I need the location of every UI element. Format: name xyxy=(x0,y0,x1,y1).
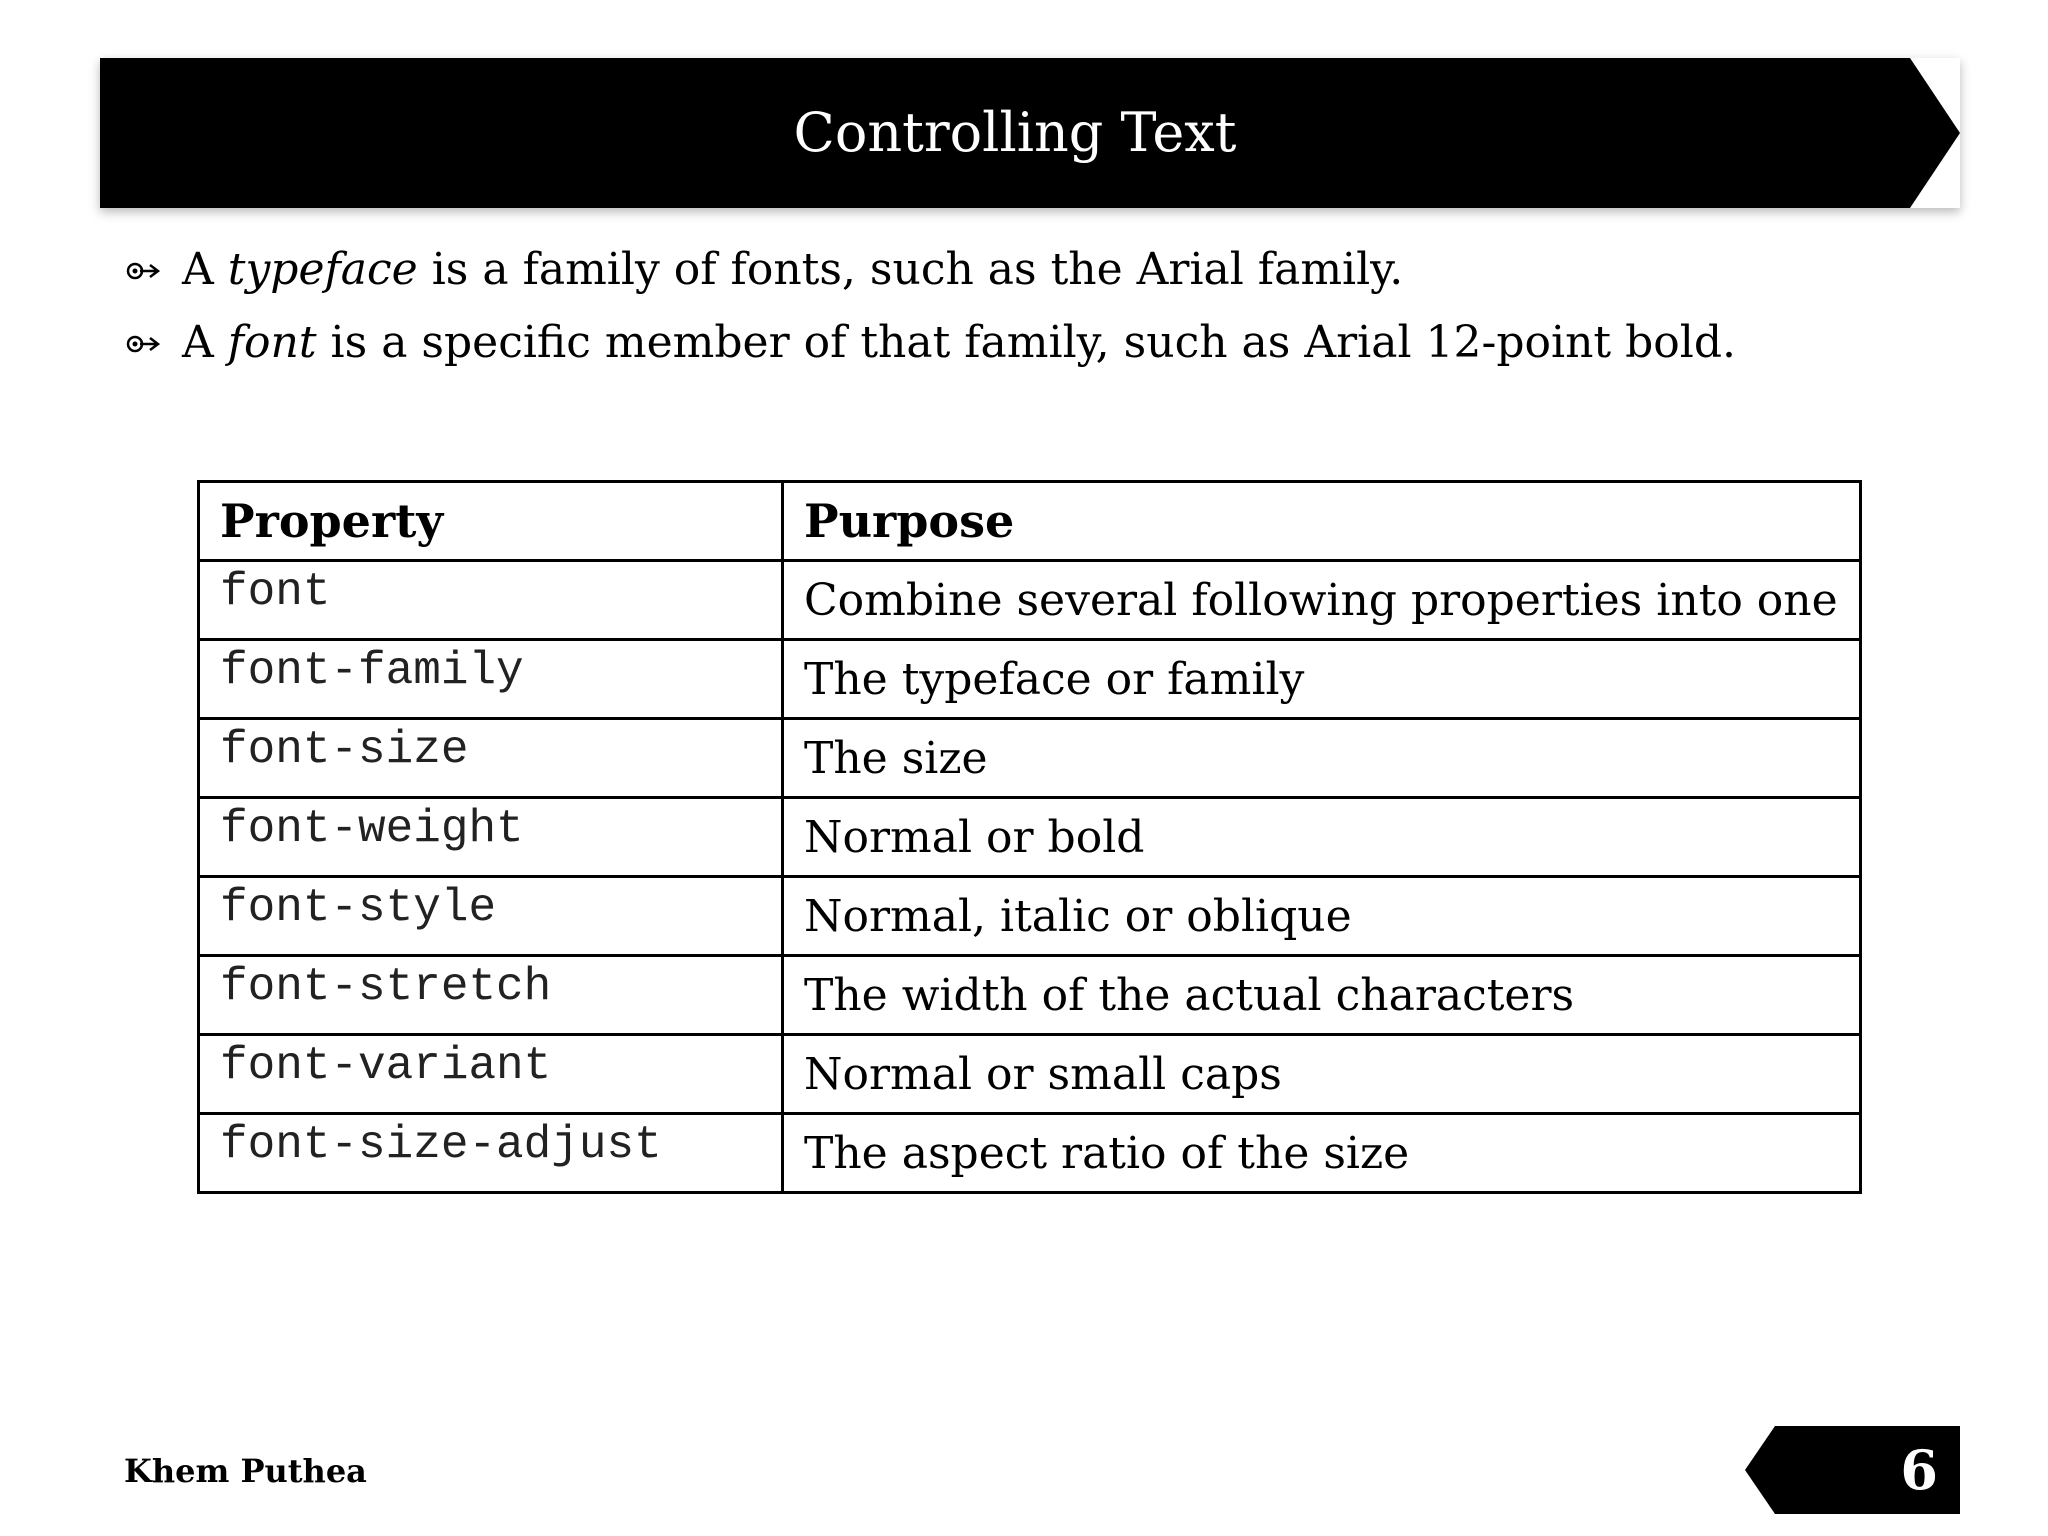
title-banner xyxy=(100,58,1960,208)
property-cell: font-stretch xyxy=(199,956,783,1035)
purpose-cell: The aspect ratio of the size xyxy=(783,1114,1861,1193)
property-cell: font-weight xyxy=(199,798,783,877)
page-number: 6 xyxy=(1900,1438,1938,1502)
author-name: Khem Puthea xyxy=(124,1452,367,1490)
table-row xyxy=(199,956,1861,1035)
purpose-cell: Normal, italic or oblique xyxy=(783,877,1861,956)
purpose-cell: Combine several following properties into one xyxy=(783,561,1861,640)
purpose-cell: The size xyxy=(783,719,1861,798)
page-number-badge xyxy=(1745,1426,1960,1514)
bullet-item xyxy=(122,306,1902,379)
slide-title: Controlling Text xyxy=(793,101,1237,164)
property-cell: font-size xyxy=(199,719,783,798)
font-properties-table xyxy=(197,480,1862,1194)
table-row xyxy=(199,798,1861,877)
table-row xyxy=(199,640,1861,719)
property-cell: font xyxy=(199,561,783,640)
property-cell: font-style xyxy=(199,877,783,956)
purpose-cell: The width of the actual characters xyxy=(783,956,1861,1035)
table-row xyxy=(199,1035,1861,1114)
bullet-prefix: A xyxy=(182,317,228,368)
bullet-list xyxy=(122,233,1902,379)
scroll-bullet-icon xyxy=(126,260,160,282)
property-cell: font-size-adjust xyxy=(199,1114,783,1193)
purpose-cell: Normal or bold xyxy=(783,798,1861,877)
table-row xyxy=(199,877,1861,956)
header-property: Property xyxy=(199,482,783,561)
bullet-suffix: is a specific member of that family, such as Arial 12-point bold. xyxy=(316,317,1736,368)
bullet-emphasis: typeface xyxy=(227,244,418,295)
bullet-item xyxy=(122,233,1902,306)
bullet-prefix: A xyxy=(182,244,228,295)
scroll-bullet-icon xyxy=(126,333,160,355)
bullet-suffix: is a family of fonts, such as the Arial family. xyxy=(417,244,1404,295)
property-cell: font-family xyxy=(199,640,783,719)
table-row xyxy=(199,719,1861,798)
table-row xyxy=(199,561,1861,640)
bullet-emphasis: font xyxy=(227,317,317,368)
property-cell: font-variant xyxy=(199,1035,783,1114)
table-header-row xyxy=(199,482,1861,561)
purpose-cell: The typeface or family xyxy=(783,640,1861,719)
table-row xyxy=(199,1114,1861,1193)
purpose-cell: Normal or small caps xyxy=(783,1035,1861,1114)
header-purpose: Purpose xyxy=(783,482,1861,561)
